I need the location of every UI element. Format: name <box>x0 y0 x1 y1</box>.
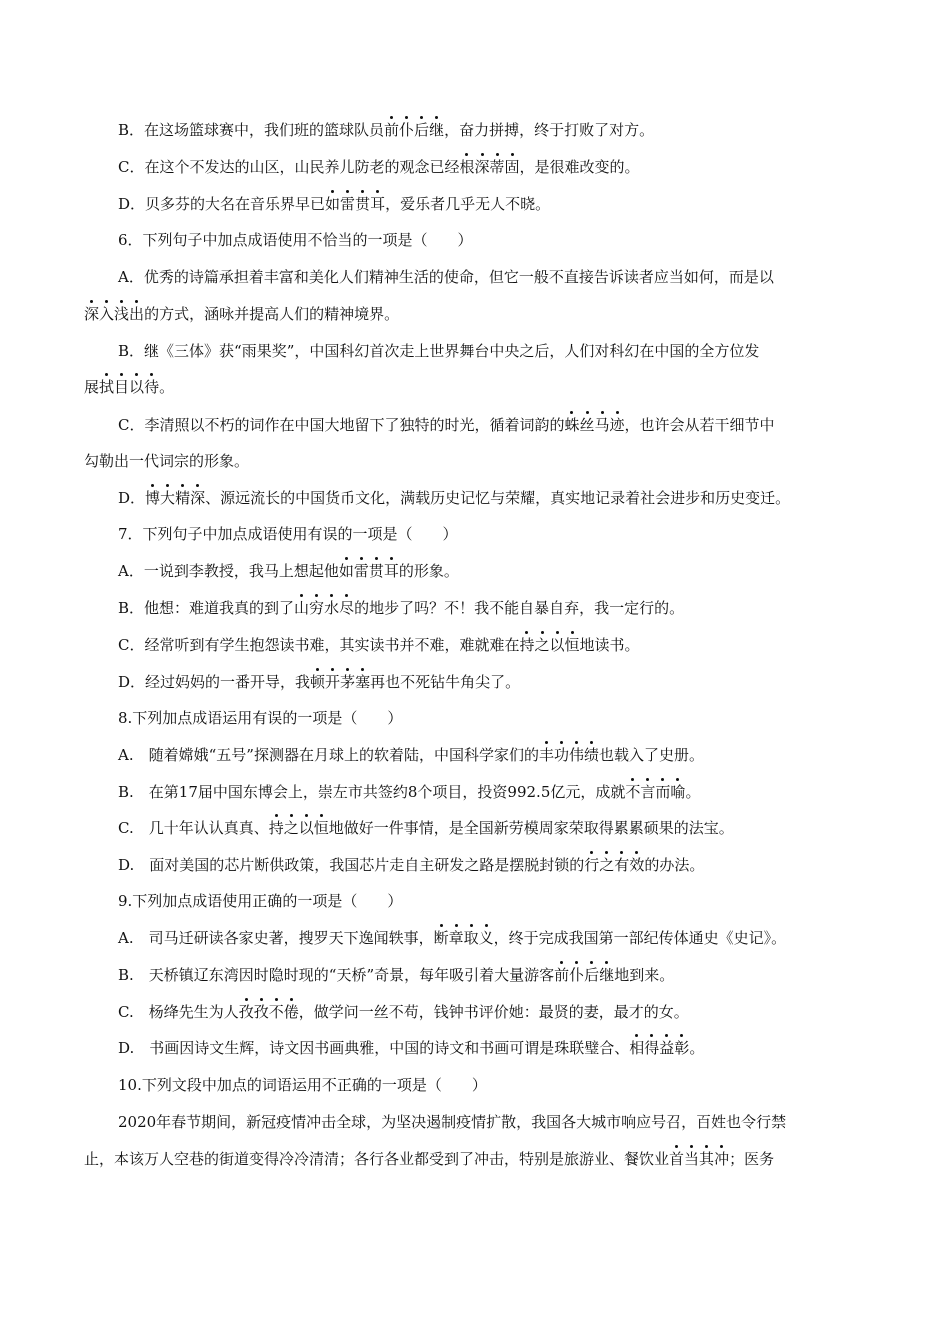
text-run: 2020年春节期间，新冠疫情冲击全球，为坚决遏制疫情扩散，我国各大城市响应号召，百姓也令行禁 <box>118 1113 787 1131</box>
dotted-idiom: 根深蒂固 <box>459 158 520 176</box>
text-run: 、源远流长的中国货币文化，满载历史记忆与荣耀，真实地记录着社会进步和历史变迁。 <box>205 489 791 507</box>
option-6b <box>118 341 950 361</box>
text-run: 。 <box>159 378 175 396</box>
option-6a <box>118 267 950 287</box>
option-9a <box>118 928 950 948</box>
dotted-idiom: 如雷贯耳 <box>325 195 386 213</box>
text-run: B．继《三体》获“雨果奖”，中国科幻首次走上世界舞台中央之后，人们对科幻在中国的全方位发 <box>118 342 760 360</box>
question-6-stem <box>118 230 950 250</box>
option-6a-cont <box>84 304 950 324</box>
option-6b-cont <box>84 377 950 397</box>
dotted-idiom: 持之以恒 <box>268 819 329 837</box>
option-6d <box>118 488 950 508</box>
text-run: 的形象。 <box>398 562 459 580</box>
text-run: ，终于完成我国第一部纪传体通史《史记》。 <box>493 929 787 947</box>
text-run: C．经常听到有学生抱怨读书难，其实读书并不难，难就难在 <box>118 636 520 654</box>
dotted-idiom: 顿开茅塞 <box>310 673 371 691</box>
text-run: D. 面对美国的芯片断供政策，我国芯片走自主研发之路是摆脱封锁的 <box>118 856 585 874</box>
text-run: 8.下列加点成语运用有误的一项是（ ） <box>118 709 403 727</box>
dotted-idiom: 拭目以待 <box>99 378 160 396</box>
question-8-stem <box>118 708 950 728</box>
text-run: A．一说到李教授，我马上想起他 <box>118 562 339 580</box>
text-run: 7．下列句子中加点成语使用有误的一项是（ ） <box>118 525 458 543</box>
text-run: C．在这个不发达的山区，山民养儿防老的观念已经 <box>118 158 460 176</box>
text-run: D．贝多芬的大名在音乐界早已 <box>118 195 326 213</box>
text-run: 6．下列句子中加点成语使用不恰当的一项是（ ） <box>118 231 473 249</box>
dotted-idiom: 孜孜不倦 <box>238 1003 299 1021</box>
text-run: A. 随着嫦娥“五号”探测器在月球上的软着陆，中国科学家们的 <box>118 746 539 764</box>
text-run: B. 天桥镇辽东湾因时隐时现的“天桥”奇景，每年吸引着大量游客 <box>118 966 555 984</box>
text-run: C. 杨绛先生为人 <box>118 1003 239 1021</box>
option-9d <box>118 1038 950 1058</box>
option-6c-cont <box>84 451 950 471</box>
text-run: D． <box>118 489 146 507</box>
dotted-idiom: 断章取义 <box>433 929 494 947</box>
text-run: D. 书画因诗文生辉，诗文因书画典雅，中国的诗文和书画可谓是珠联璧合、 <box>118 1039 630 1057</box>
text-run: C. 几十年认认真真、 <box>118 819 269 837</box>
text-run: C．李清照以不朽的词作在中国大地留下了独特的时光，循着词韵的 <box>118 416 565 434</box>
option-5d <box>118 194 950 214</box>
text-run: ，做学问一丝不苟，钱钟书评价她：最贤的妻，最才的女。 <box>298 1003 689 1021</box>
passage-line-1 <box>118 1112 950 1132</box>
text-run: ；医务 <box>729 1150 775 1168</box>
dotted-idiom: 蛛丝马迹 <box>564 416 625 434</box>
text-run: B. 在第17届中国东博会上，崇左市共签约8个项目，投资992.5亿元，成就 <box>118 783 626 801</box>
text-run: D．经过妈妈的一番开导，我 <box>118 673 311 691</box>
text-run: ，也许会从若干细节中 <box>624 416 775 434</box>
dotted-idiom: 首当其冲 <box>669 1150 730 1168</box>
text-run: 的办法。 <box>644 856 705 874</box>
dotted-idiom: 前仆后继 <box>554 966 615 984</box>
text-run: 地到来。 <box>614 966 675 984</box>
option-6c <box>118 415 950 435</box>
option-7d <box>118 672 950 692</box>
question-9-stem <box>118 891 950 911</box>
text-run: 也载入了史册。 <box>599 746 705 764</box>
dotted-idiom: 深入浅出 <box>84 305 145 323</box>
text-run: 再也不死钻牛角尖了。 <box>370 673 521 691</box>
dotted-idiom: 丰功伟绩 <box>538 746 600 764</box>
text-run: 止，本该万人空巷的街道变得冷冷清清；各行各业都受到了冲击，特别是旅游业、餐饮业 <box>84 1150 670 1168</box>
text-run: ，是很难改变的。 <box>519 158 640 176</box>
dotted-idiom: 持之以恒 <box>519 636 580 654</box>
option-8d <box>118 855 950 875</box>
dotted-idiom: 相得益彰 <box>629 1039 690 1057</box>
text-run: 。 <box>685 783 701 801</box>
text-run: 勾勒出一代词宗的形象。 <box>84 452 250 470</box>
dotted-idiom: 行之有效 <box>584 856 645 874</box>
text-run: ，爱乐者几乎无人不晓。 <box>385 195 551 213</box>
dotted-idiom: 如雷贯耳 <box>338 562 399 580</box>
dotted-idiom: 山穷水尽 <box>294 599 355 617</box>
dotted-idiom: 前仆后继 <box>384 121 445 139</box>
option-5c <box>118 157 950 177</box>
question-10-stem <box>118 1075 950 1095</box>
option-7a <box>118 561 950 581</box>
option-7c <box>118 635 950 655</box>
text-run: 地做好一件事情，是全国新劳模周家荣取得累累硕果的法宝。 <box>328 819 734 837</box>
text-run: A．优秀的诗篇承担着丰富和美化人们精神生活的使命，但它一般不直接告诉读者应当如何，而是以 <box>118 268 774 286</box>
text-run: 的方式，涵咏并提高人们的精神境界。 <box>144 305 400 323</box>
question-7-stem <box>118 524 950 544</box>
text-run: 。 <box>689 1039 705 1057</box>
text-run: 地读书。 <box>579 636 640 654</box>
dotted-idiom: 博大精深 <box>145 489 206 507</box>
text-run: B．他想：难道我真的到了 <box>118 599 295 617</box>
text-run: A. 司马迁研读各家史著，搜罗天下逸闻轶事， <box>118 929 434 947</box>
option-5b <box>118 120 950 140</box>
option-8c <box>118 818 950 838</box>
passage-line-2 <box>84 1149 950 1169</box>
text-run: B．在这场篮球赛中，我们班的篮球队员 <box>118 121 385 139</box>
text-run: 9.下列加点成语使用正确的一项是（ ） <box>118 892 403 910</box>
option-9c <box>118 1002 950 1022</box>
option-9b <box>118 965 950 985</box>
option-8b <box>118 782 950 802</box>
text-run: 的地步了吗？不！我不能自暴自弃，我一定行的。 <box>354 599 685 617</box>
text-run: 10.下列文段中加点的词语运用不正确的一项是（ ） <box>118 1076 487 1094</box>
option-7b <box>118 598 950 618</box>
dotted-idiom: 不言而喻 <box>625 783 686 801</box>
text-run: 展 <box>84 378 100 396</box>
option-8a <box>118 745 950 765</box>
text-run: ，奋力拼搏，终于打败了对方。 <box>444 121 655 139</box>
